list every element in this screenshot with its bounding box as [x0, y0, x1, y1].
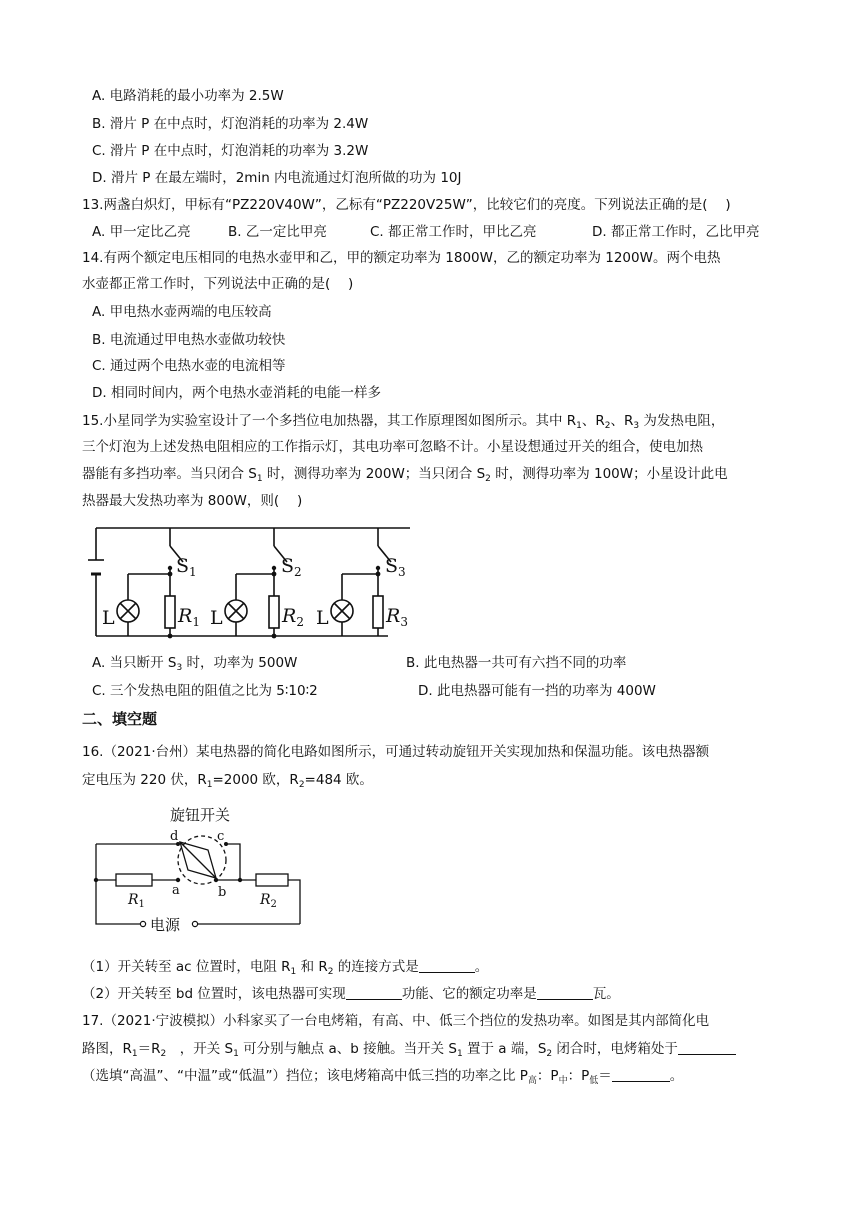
q17-answer-blank-1[interactable] — [678, 1040, 736, 1055]
q16-part2-answer-blank-1[interactable] — [346, 985, 402, 1000]
q15-option-a: A. 当只断开 $S_3$ 时，功率为 500W — [92, 655, 298, 673]
q15-label-s3: $S_3$ — [385, 555, 406, 579]
q16-label-r2: $R_2$ — [260, 892, 277, 910]
q12-option-b: B. 滑片 P 在中点时，灯泡消耗的功率为 2.4W — [92, 116, 369, 132]
q17-line1: 17.（2021·宁波模拟）小科家买了一台电烤箱，有高、中、低三个挡位的发热功率。如图是其内部简化电 — [82, 1013, 710, 1029]
q16-part1: （1）开关转至 ac 位置时，电阻 $R_1$ 和 $R_2$ 的连接方式是 。 — [82, 959, 489, 977]
q16-knob-switch-label: 旋钮开关 — [170, 806, 231, 824]
q17-line3: （选填“高温”、“中温”或“低温”）挡位；该电烤箱高中低三挡的功率之比 $P_高$：$P_中$：$P_低=$ 。 — [82, 1068, 684, 1086]
q16-part2: （2）开关转至 bd 位置时，该电热器可实现 功能、它的额定功率是 瓦。 — [82, 986, 620, 1002]
q14-option-d: D. 相同时间内，两个电热水壶消耗的电能一样多 — [92, 385, 381, 401]
q16-part1-answer-blank[interactable] — [419, 958, 475, 973]
q16-contact-a: a — [172, 883, 180, 898]
q16-part2-answer-blank-2[interactable] — [537, 985, 593, 1000]
q14-option-a: A. 甲电热水壶两端的电压较高 — [92, 304, 272, 320]
q14-stem-line2: 水壶都正常工作时，下列说法中正确的是( ) — [82, 276, 354, 292]
q16-contact-c: c — [217, 829, 225, 844]
q16-label-r1: $R_1$ — [128, 892, 145, 910]
q17-line2: 路图，$R_1=R_2$ ，开关 $S_1$ 可分别与触点 a、b 接触。当开关 $S_1$ 置于 a 端，$S_2$ 闭合时，电烤箱处于 — [82, 1039, 736, 1064]
q13-option-b: B. 乙一定比甲亮 — [228, 224, 327, 240]
q16-stem-line1: 16.（2021·台州）某电热器的简化电路如图所示，可通过转动旋钮开关实现加热和保温功能。该电热器额 — [82, 744, 710, 760]
q15-option-b: B. 此电热器一共可有六挡不同的功率 — [406, 655, 627, 671]
q13-options — [92, 222, 759, 242]
section-title-fill-in: 二、填空题 — [82, 710, 158, 728]
q15-label-r2: $R_2$ — [282, 605, 304, 629]
q15-label-s1: $S_1$ — [176, 555, 197, 579]
q13-stem: 13.两盏白炽灯，甲标有“PZ220V40W”，乙标有“PZ220V25W”，比较它们的亮度。下列说法正确的是( ) — [82, 197, 731, 213]
q12-option-c: C. 滑片 P 在中点时，灯泡消耗的功率为 3.2W — [92, 143, 369, 159]
q17-answer-blank-2[interactable] — [612, 1067, 670, 1082]
q14-option-c: C. 通过两个电热水壶的电流相等 — [92, 358, 286, 374]
q15-option-c: C. 三个发热电阻的阻值之比为 5∶10∶2 — [92, 683, 318, 699]
q15-stem-line3: 器能有多挡功率。当只闭合 $S_1$ 时，测得功率为 200W；当只闭合 $S_2$ 时，测得功率为 100W；小星设计此电 — [82, 466, 728, 484]
q16-contact-b: b — [218, 885, 227, 900]
q14-option-b: B. 电流通过甲电热水壶做功较快 — [92, 332, 286, 348]
q15-option-d: D. 此电热器可能有一挡的功率为 400W — [418, 683, 656, 699]
q15-label-l2: L — [210, 607, 223, 629]
q15-label-l3: L — [316, 607, 329, 629]
q15-stem-line2: 三个灯泡为上述发热电阻相应的工作指示灯，其电功率可忽略不计。小星设想通过开关的组合，使电加热 — [82, 439, 703, 455]
q15-stem-line1: 15.小星同学为实验室设计了一个多挡位电加热器，其工作原理图如图所示。其中 $R_1$、$R_2$、$R_3$ 为发热电阻， — [82, 413, 725, 431]
q16-stem-line2: 定电压为 220 伏，$R_1=2000$ 欧，$R_2=484$ 欧。 — [82, 772, 373, 790]
q15-label-r1: $R_1$ — [178, 605, 200, 629]
q15-label-r3: $R_3$ — [386, 605, 408, 629]
q13-option-a: A. 甲一定比乙亮 — [92, 224, 191, 240]
q13-option-d: D. 都正常工作时，乙比甲亮 — [592, 224, 760, 240]
q13-option-c: C. 都正常工作时，甲比乙亮 — [370, 224, 537, 240]
q12-option-a: A. 电路消耗的最小功率为 2.5W — [92, 88, 284, 104]
q15-label-l1: L — [102, 607, 115, 629]
q14-stem-line1: 14.有两个额定电压相同的电热水壶甲和乙，甲的额定功率为 1800W，乙的额定功率为 1200W。两个电热 — [82, 250, 721, 266]
q15-label-s2: $S_2$ — [281, 555, 302, 579]
q16-circuit-diagram — [90, 800, 310, 950]
q16-contact-d: d — [170, 829, 179, 844]
q12-option-d: D. 滑片 P 在最左端时，2min 内电流通过灯泡所做的功为 10J — [92, 170, 462, 186]
q15-stem-line4: 热器最大发热功率为 800W，则( ) — [82, 493, 303, 509]
q16-power-source-label: 电源 — [150, 916, 181, 934]
q15-circuit-diagram — [88, 516, 418, 646]
